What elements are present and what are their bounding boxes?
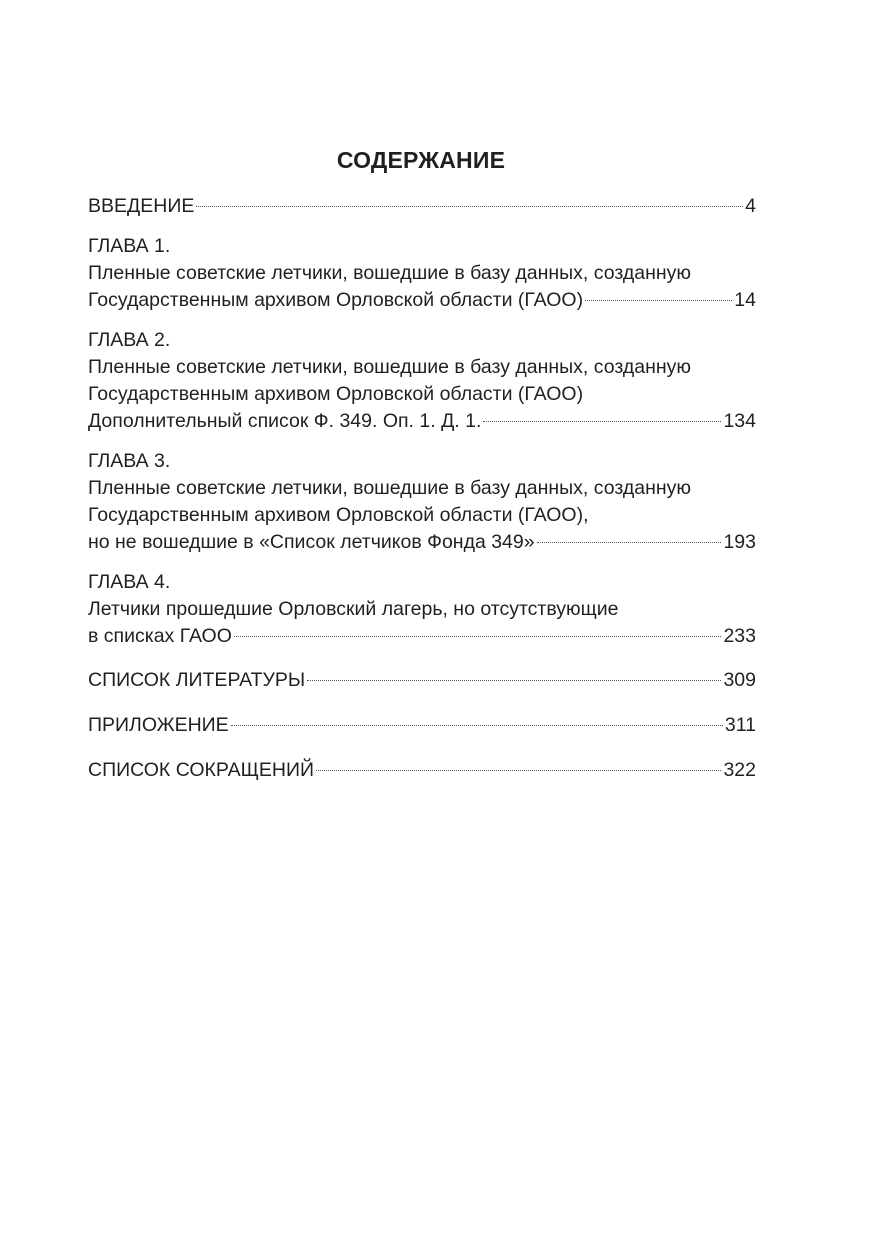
dot-leader (537, 542, 722, 543)
toc-entry-appendix[interactable] (88, 712, 756, 739)
toc-leader-line (88, 193, 756, 220)
toc-entry-text: Летчики прошедшие Орловский лагерь, но отсутствующие (88, 598, 619, 620)
toc-entry-text: Дополнительный список Ф. 349. Оп. 1. Д. 1. (88, 410, 482, 432)
toc-entry-chapter-1[interactable] (88, 233, 756, 314)
toc-page-number: 309 (723, 669, 756, 691)
toc-entry-title: СПИСОК СОКРАЩЕНИЙ (88, 759, 315, 781)
toc-entry-bibliography[interactable] (88, 667, 756, 694)
toc-chapter-label: ГЛАВА 1. (88, 235, 171, 257)
toc-chapter-label: ГЛАВА 4. (88, 571, 171, 593)
toc-entry-text: Государственным архивом Орловской области (ГАОО) (88, 383, 584, 405)
page-title: СОДЕРЖАНИЕ (336, 147, 506, 173)
toc-page-number: 233 (723, 625, 756, 647)
toc-entry-introduction[interactable] (88, 193, 756, 220)
dot-leader (316, 770, 721, 771)
toc-entry-chapter-4[interactable] (88, 569, 756, 650)
toc-page-number: 193 (723, 531, 756, 553)
toc-entry-text: Государственным архивом Орловской области (ГАОО), (88, 504, 589, 526)
toc-page-number: 134 (723, 410, 756, 432)
toc-leader-line (88, 623, 756, 650)
toc-chapter-label: ГЛАВА 2. (88, 329, 171, 351)
toc-entry-text: в списках ГАОО (88, 625, 232, 647)
toc-entry-text: но не вошедшие в «Список летчиков Фонда 349» (88, 531, 535, 553)
toc-entry-title: ПРИЛОЖЕНИЕ (88, 714, 229, 736)
dot-leader (483, 421, 721, 422)
toc-leader-line (88, 408, 756, 435)
toc-page-number: 311 (724, 714, 756, 736)
toc-leader-line (88, 287, 756, 314)
toc-entry-text: Пленные советские летчики, вошедшие в базу данных, созданную (88, 477, 692, 499)
toc-leader-line (88, 667, 756, 694)
table-of-contents (88, 193, 756, 784)
toc-chapter-label: ГЛАВА 3. (88, 450, 171, 472)
dot-leader (585, 300, 732, 301)
toc-entry-text: Пленные советские летчики, вошедшие в базу данных, созданную (88, 356, 692, 378)
toc-entry-text: Государственным архивом Орловской области (ГАОО) (88, 289, 584, 311)
toc-entry-chapter-2[interactable] (88, 327, 756, 435)
toc-leader-line (88, 712, 756, 739)
toc-page-number: 14 (734, 289, 756, 311)
toc-entry-chapter-3[interactable] (88, 448, 756, 556)
toc-entry-title: ВВЕДЕНИЕ (88, 195, 195, 217)
toc-entry-text: Пленные советские летчики, вошедшие в базу данных, созданную (88, 262, 692, 284)
dot-leader (234, 636, 722, 637)
dot-leader (231, 725, 723, 726)
toc-leader-line (88, 757, 756, 784)
toc-entry-abbreviations[interactable] (88, 757, 756, 784)
toc-leader-line (88, 529, 756, 556)
dot-leader (196, 206, 743, 207)
toc-page-number: 4 (745, 195, 756, 217)
dot-leader (307, 680, 721, 681)
toc-entry-title: СПИСОК ЛИТЕРАТУРЫ (88, 669, 306, 691)
toc-page-number: 322 (723, 759, 756, 781)
